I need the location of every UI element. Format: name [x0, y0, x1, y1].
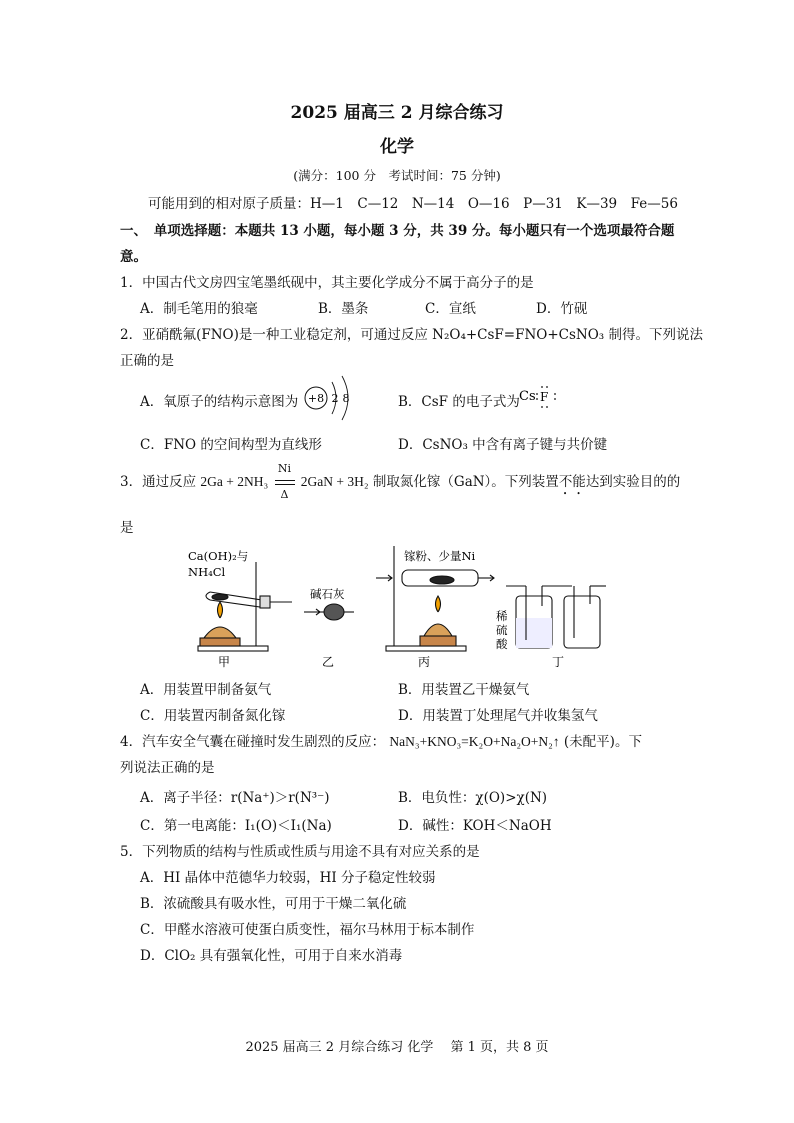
flame-bing [436, 596, 441, 612]
atomic-masses: 可能用到的相对原子质量：H—1 C—12 N—14 O—16 P—31 K—39 Fe—56 [148, 196, 678, 212]
q1-option-a: A．制毛笔用的狼毫 [140, 301, 258, 317]
q5-option-d: D．ClO₂ 具有强氧化性，可用于自来水消毒 [140, 948, 403, 964]
q2-option-c: C．FNO 的空间构型为直线形 [140, 437, 322, 453]
cs-symbol: Cs [519, 389, 536, 404]
caption-jia: 甲 [217, 655, 231, 669]
label-yi: 碱石灰 [310, 587, 345, 601]
exam-meta: (满分：100 分 考试时间：75 分钟) [293, 168, 501, 183]
q2-option-b: B．CsF 的电子式为 [398, 394, 520, 410]
q1-option-b: B．墨条 [318, 301, 369, 317]
q5-option-a: A．HI 晶体中范德华力较弱，HI 分子稳定性较弱 [140, 870, 436, 886]
caption-bing: 丙 [417, 655, 431, 669]
q1-option-c: C．宣纸 [425, 301, 476, 317]
q3-stem-post: 达到实验目的的 [585, 474, 681, 490]
q3-stem [120, 461, 681, 501]
label-jia-reagent-1: Ca(OH)₂与 [188, 549, 249, 563]
label-ding-3: 酸 [496, 637, 508, 651]
bottle-2-ding [564, 596, 600, 648]
stand-base-bing [386, 646, 466, 651]
label-ding-2: 硫 [496, 623, 508, 637]
drying-tube-yi [324, 604, 344, 620]
q3-eq-arrow [273, 461, 297, 501]
q3-eq-catalyst: Ni [277, 461, 292, 475]
clamp-jia [260, 596, 270, 608]
q2-stem-cont: 正确的是 [120, 353, 174, 369]
q4-option-b: B．电负性：χ(O)>χ(N) [398, 790, 548, 806]
label-ding-1: 稀 [496, 609, 508, 623]
q4-option-a: A．离子半径：r(Na⁺)＞r(N³⁻) [140, 790, 330, 806]
q3-option-a: A．用装置甲制备氨气 [140, 682, 272, 698]
q1-option-d: D．竹砚 [536, 301, 588, 317]
apparatus-figure [180, 538, 620, 670]
shell-2-count: 8 [342, 392, 350, 405]
caption-ding: 丁 [551, 655, 565, 669]
page-footer: 2025 届高三 2 月综合练习 化学 第 1 页，共 8 页 [245, 1040, 549, 1055]
q3-eq-right: 2GaN + 3H₂ [300, 474, 369, 489]
q3-eq-left: 2Ga + 2NH₃ [200, 474, 269, 489]
q4-option-c: C．第一电离能：I₁(O)＜I₁(Na) [140, 818, 332, 834]
oxygen-atom-diagram [302, 372, 364, 426]
q4-stem-pre: 4．汽车安全气囊在碰撞时发生剧烈的反应： [120, 734, 386, 750]
q4-stem-cont: 列说法正确的是 [120, 760, 215, 776]
q4-equation: NaN₃+KNO₃=K₂O+Na₂O+N₂↑ [389, 734, 560, 749]
q1-stem: 1．中国古代文房四宝笔墨纸砚中，其主要化学成分不属于高分子的是 [120, 275, 534, 291]
f-symbol: F [540, 390, 549, 404]
q2-option-a: A．氧原子的结构示意图为 [140, 394, 299, 410]
ga-powder [430, 576, 454, 584]
q2-stem: 2．亚硝酰氟(FNO)是一种工业稳定剂，可通过反应 N₂O₄+CsF=FNO+CsNO₃ 制得。下列说法 [120, 327, 704, 343]
page-title: 2025 届高三 2 月综合练习 [290, 103, 504, 123]
q5-option-c: C．甲醛水溶液可使蛋白质变性，福尔马林用于标本制作 [140, 922, 475, 938]
q3-stem-emph: 不能 [558, 474, 586, 490]
subject-title: 化学 [380, 137, 414, 157]
q4-stem-post: (未配平)。下 [563, 734, 642, 750]
q3-option-d: D．用装置丁处理尾气并收集氢气 [398, 708, 598, 724]
q3-option-c: C．用装置丙制备氮化镓 [140, 708, 286, 724]
q4-option-d: D．碱性：KOH＜NaOH [398, 818, 552, 834]
q4-stem [120, 730, 642, 750]
q3-option-b: B．用装置乙干燥氨气 [398, 682, 530, 698]
flame-jia [218, 602, 223, 618]
label-bing: 镓粉、少量Ni [404, 549, 476, 563]
caption-yi: 乙 [321, 655, 335, 669]
label-jia-reagent-2: NH₄Cl [188, 565, 226, 579]
nucleus-charge: +8 [307, 392, 325, 405]
alcohol-lamp-jia [204, 627, 236, 638]
csf-electron-formula [518, 380, 564, 412]
shell-1-count: 2 [331, 392, 339, 405]
q5-option-b: B．浓硫酸具有吸水性，可用于干燥二氧化硫 [140, 896, 407, 912]
alcohol-lamp-bing [424, 624, 452, 636]
section-heading: 一、 单项选择题：本题共 13 小题，每小题 3 分，共 39 分。每小题只有一个选项最符合题 [120, 223, 675, 239]
q3-stem-cont: 是 [120, 520, 134, 536]
q3-stem-pre: 3．通过反应 [120, 474, 197, 490]
stand-base-jia [198, 646, 268, 651]
q3-eq-heat: Δ [280, 487, 289, 501]
q3-stem-mid: 制取氮化镓（GaN）。下列装置 [372, 474, 559, 490]
q2-option-d: D．CsNO₃ 中含有离子键与共价键 [398, 437, 608, 453]
section-heading-cont: 意。 [120, 249, 147, 265]
q5-stem: 5．下列物质的结构与性质或性质与用途不具有对应关系的是 [120, 844, 480, 860]
